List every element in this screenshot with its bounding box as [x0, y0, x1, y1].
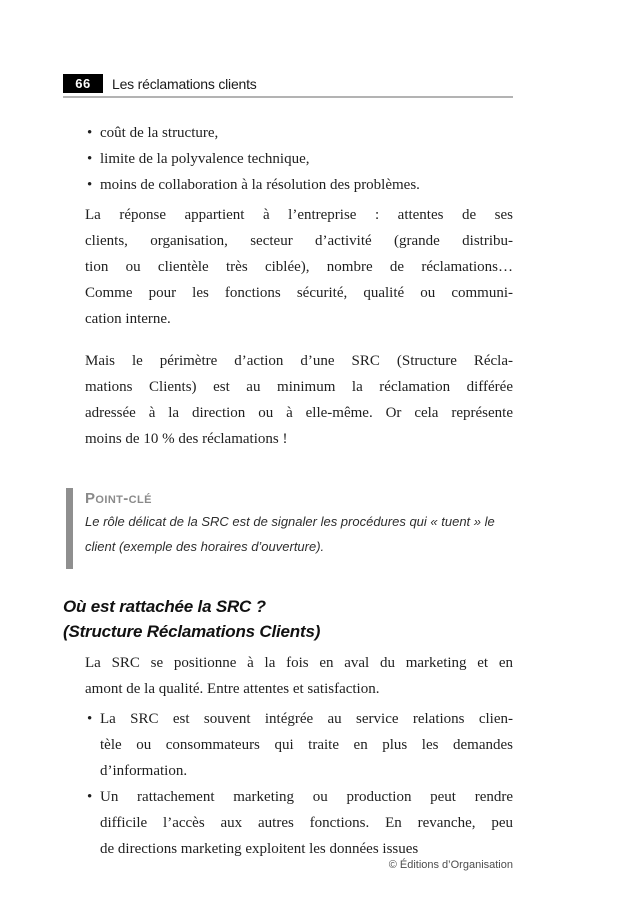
bullet-text: [100, 784, 513, 862]
key-point-text: [85, 509, 513, 559]
bullet-icon: •: [87, 151, 93, 167]
bullet-icon: •: [87, 711, 93, 727]
page-footer: [389, 852, 513, 878]
bullet-text: coût de la structure,: [100, 125, 219, 141]
list-item: [87, 172, 513, 198]
running-title: Les réclamations clients: [112, 75, 257, 92]
text-line: La SRC se positionne à la fois en aval du marketing et en: [85, 655, 513, 671]
text-line: Mais le périmètre d’action d’une SRC (Structure Récla-: [85, 353, 513, 369]
text-line: La réponse appartient à l’entreprise : attentes de ses: [85, 207, 513, 223]
text-line: de directions marketing exploitent les données issues: [100, 841, 419, 857]
text-line: mations Clients) est au minimum la réclamation différée: [85, 379, 513, 395]
key-point-label: Point-clé: [85, 490, 152, 507]
bullet-list-bottom: [63, 706, 513, 862]
page-header: [63, 74, 513, 93]
text-line: Comme pour les fonctions sécurité, qualité ou communi-: [85, 285, 513, 301]
text-line: tion ou clientèle très ciblée), nombre de réclamations…: [85, 259, 513, 275]
bullet-text: moins de collaboration à la résolution des problèmes.: [100, 177, 420, 193]
text-line: d’information.: [100, 763, 188, 779]
text-line: La SRC est souvent intégrée au service relations clien-: [100, 711, 513, 727]
publisher-credit: © Éditions d’Organisation: [388, 859, 513, 871]
section-heading: [63, 594, 513, 644]
text-line: adressée à la direction ou à elle-même. Or cela représente: [85, 405, 513, 421]
list-item: [87, 706, 513, 784]
paragraph-perimetre: [63, 348, 513, 452]
list-item: [87, 784, 513, 862]
paragraph-positionne: [63, 650, 513, 702]
text-line: amont de la qualité. Entre attentes et satisfaction.: [85, 681, 380, 697]
text-line: tèle ou consommateurs qui traite en plus les demandes: [100, 737, 513, 753]
text-line: difficile l’accès aux autres fonctions. En revanche, peu: [100, 815, 513, 831]
text-line: (Structure Réclamations Clients): [63, 622, 321, 641]
bullet-icon: •: [87, 177, 93, 193]
list-item: [87, 146, 513, 172]
list-item: [87, 120, 513, 146]
bullet-list-top: [63, 120, 513, 198]
key-point-box: [66, 488, 513, 569]
bullet-text: limite de la polyvalence technique,: [100, 151, 310, 167]
text-line: cation interne.: [85, 311, 171, 327]
text-line: Le rôle délicat de la SRC est de signaler les procédures qui « tuent » le: [85, 514, 495, 529]
text-line: Un rattachement marketing ou production peut rendre: [100, 789, 513, 805]
bullet-icon: •: [87, 789, 93, 805]
bullet-text: [100, 706, 513, 784]
bullet-icon: •: [87, 125, 93, 141]
text-line: moins de 10 % des réclamations !: [85, 431, 288, 447]
text-line: Où est rattachée la SRC ?: [63, 597, 266, 616]
text-line: client (exemple des horaires d’ouverture).: [85, 539, 325, 554]
page-number-badge: 66: [63, 74, 103, 93]
paragraph-reponse: [63, 202, 513, 332]
text-line: clients, organisation, secteur d’activité (grande distribu-: [85, 233, 513, 249]
